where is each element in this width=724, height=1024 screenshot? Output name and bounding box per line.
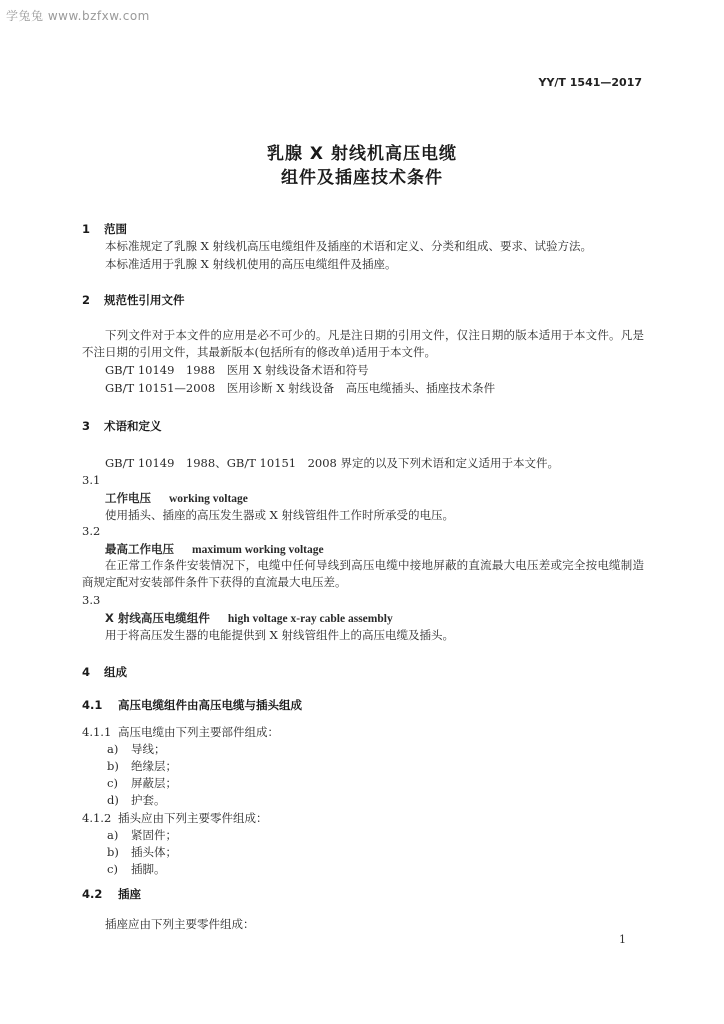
section-text: 插头应由下列主要零件组成：	[118, 811, 268, 825]
reference-2: GB/T 10151—2008 医用诊断 X 射线设备 高压电缆插头、插座技术条件	[105, 381, 496, 395]
section-title: 组成	[104, 665, 127, 679]
list-item	[107, 861, 166, 877]
term-3-3-number: 3.3	[82, 593, 101, 607]
list-label: d)	[107, 793, 119, 807]
section-3-paragraph: GB/T 10149 1988、GB/T 10151 2008 界定的以及下列术语和定义适用于本文件。	[105, 456, 560, 470]
term-zh: 最高工作电压	[105, 542, 174, 556]
section-title: 高压电缆组件由高压电缆与插头组成	[118, 698, 302, 712]
list-text: 插脚。	[131, 862, 166, 876]
term-3-2-number: 3.2	[82, 524, 101, 538]
section-title: 规范性引用文件	[104, 293, 185, 307]
section-4-1-1	[82, 724, 279, 740]
section-4-heading	[82, 664, 127, 680]
section-4-1-2	[82, 810, 268, 826]
list-item	[107, 827, 177, 843]
term-en: high voltage x-ray cable assembly	[227, 613, 393, 625]
list-item	[107, 792, 166, 808]
term-zh: 工作电压	[105, 491, 151, 505]
list-item	[107, 758, 177, 774]
list-text: 绝缘层；	[131, 759, 177, 773]
section-title: 插座	[118, 887, 141, 901]
section-2-heading	[82, 292, 185, 308]
watermark: 学兔兔 www.bzfxw.com	[6, 9, 150, 23]
page-number: 1	[619, 933, 626, 946]
term-3-3	[105, 610, 393, 626]
section-number: 4.1.2	[82, 811, 112, 825]
section-4-1-heading	[82, 697, 302, 713]
standard-code: YY/T 1541—2017	[538, 76, 642, 89]
term-zh: X 射线高压电缆组件	[105, 611, 210, 625]
section-number: 4.1	[82, 698, 103, 712]
list-label: c)	[107, 776, 118, 790]
list-text: 导线；	[131, 742, 166, 756]
term-3-1-number: 3.1	[82, 473, 101, 487]
document-title-line2: 组件及插座技术条件	[281, 168, 443, 188]
term-3-2-definition: 在正常工作条件安装情况下，电缆中任何导线到高压电缆中接地屏蔽的直流最大电压差或完全按电缆制造商规定配对安装部件条件下获得的直流最大电压差。	[82, 558, 644, 589]
list-item	[107, 741, 166, 757]
section-title: 范围	[104, 222, 127, 236]
list-label: c)	[107, 862, 118, 876]
list-text: 插头体；	[131, 845, 177, 859]
section-number: 1	[82, 222, 91, 236]
section-1-paragraph-2: 本标准适用于乳腺 X 射线机使用的高压电缆组件及插座。	[105, 257, 397, 271]
term-3-1-definition: 使用插头、插座的高压发生器或 X 射线管组件工作时所承受的电压。	[105, 508, 454, 522]
reference-1: GB/T 10149 1988 医用 X 射线设备术语和符号	[105, 363, 369, 377]
section-2-paragraph: 下列文件对于本文件的应用是必不可少的。凡是注日期的引用文件，仅注日期的版本适用于本文件。凡是不注日期的引用文件，其最新版本(包括所有的修改单)适用于本文件。	[82, 328, 644, 359]
list-item	[107, 775, 177, 791]
list-item	[107, 844, 177, 860]
section-text: 高压电缆由下列主要部件组成：	[118, 725, 279, 739]
list-label: a)	[107, 742, 119, 756]
list-label: b)	[107, 759, 119, 773]
section-number: 2	[82, 293, 91, 307]
list-text: 护套。	[131, 793, 166, 807]
term-en: working voltage	[169, 493, 248, 505]
section-3-heading	[82, 418, 162, 434]
section-number: 4.1.1	[82, 725, 112, 739]
section-4-2-text: 插座应由下列主要零件组成：	[105, 917, 255, 931]
section-1-paragraph-1: 本标准规定了乳腺 X 射线机高压电缆组件及插座的术语和定义、分类和组成、要求、试验方法。	[105, 239, 592, 253]
section-title: 术语和定义	[104, 419, 162, 433]
list-label: a)	[107, 828, 119, 842]
term-3-3-definition: 用于将高压发生器的电能提供到 X 射线管组件上的高压电缆及插头。	[105, 628, 454, 642]
section-number: 4.2	[82, 887, 103, 901]
section-1-heading	[82, 221, 127, 237]
term-3-2	[105, 541, 324, 557]
list-text: 紧固件；	[131, 828, 177, 842]
list-text: 屏蔽层；	[131, 776, 177, 790]
term-3-1	[105, 490, 248, 506]
section-number: 3	[82, 419, 91, 433]
section-4-2-heading	[82, 886, 141, 902]
list-label: b)	[107, 845, 119, 859]
document-title-line1: 乳腺 X 射线机高压电缆	[267, 144, 457, 164]
section-number: 4	[82, 665, 91, 679]
term-en: maximum working voltage	[192, 544, 324, 556]
